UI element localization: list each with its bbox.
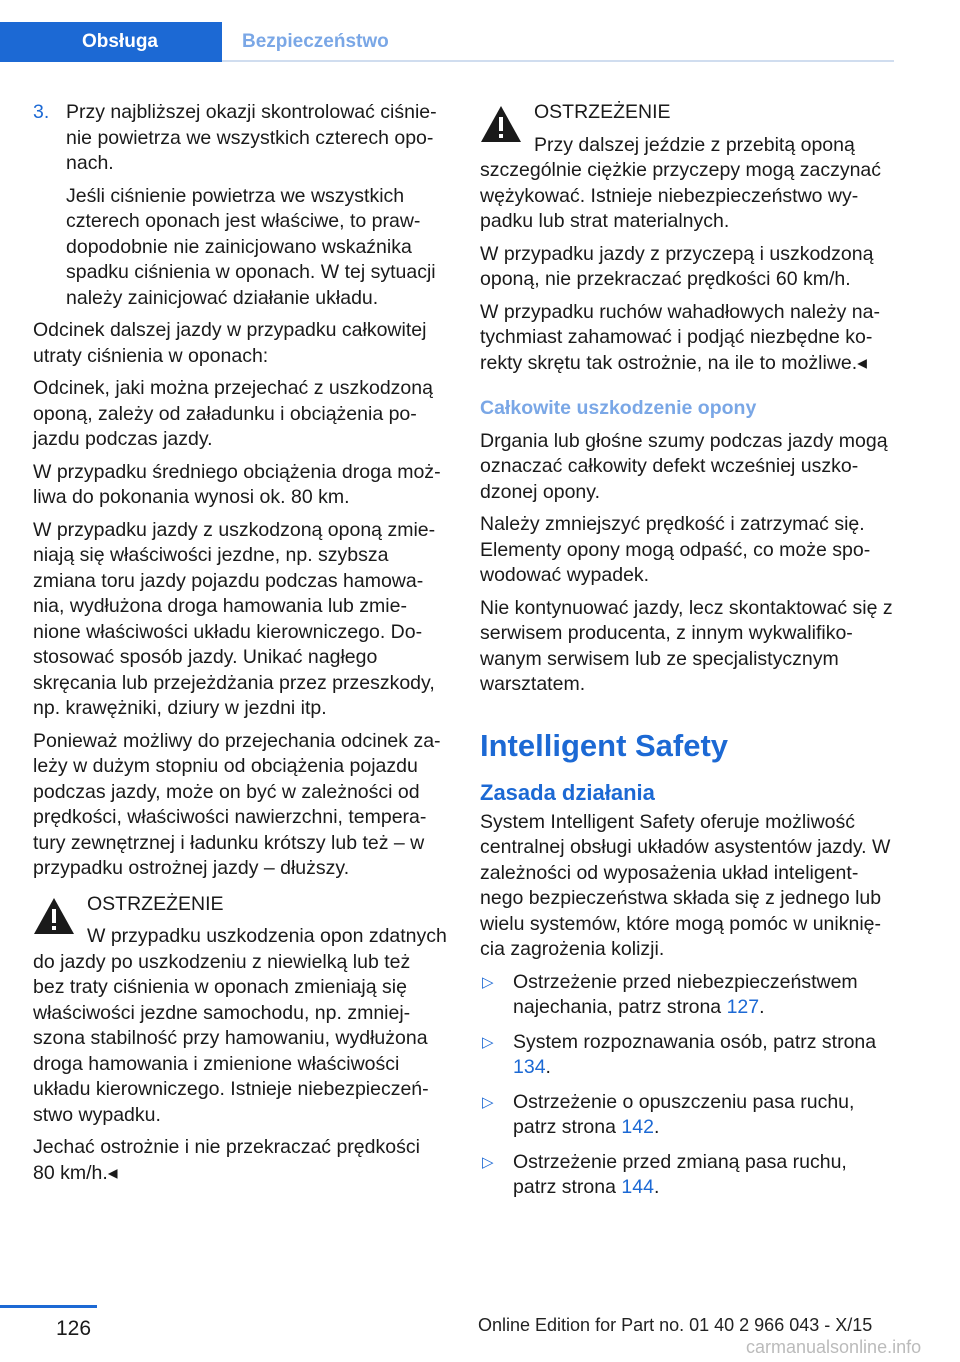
paragraph: W przypadku średniego obciążenia droga możliwa do pokonania wynosi ok. 80 km. — [33, 460, 441, 508]
list-item-text: Ostrzeżenie o opuszczeniu pasa ruchu, patrz strona — [513, 1090, 855, 1138]
list-item-period: . — [545, 1056, 551, 1078]
list-item-text: Ostrzeżenie przed zmianą pasa ruchu, patrz strona — [513, 1150, 847, 1198]
warning-triangle-icon — [480, 104, 522, 144]
paragraph: Odcinek, jaki można przejechać z uszkodzoną oponą, zależy od załadunku i obciążenia pojazdu podczas jazdy. — [33, 377, 433, 450]
triangle-bullet-icon: ▷ — [482, 1153, 494, 1171]
feature-list — [480, 970, 894, 1201]
list-item-period: . — [759, 996, 765, 1018]
subheading: Całkowite uszkodzenie opony — [480, 397, 757, 419]
list-item-period: . — [653, 1116, 660, 1138]
warning-triangle-icon — [33, 896, 75, 936]
triangle-bullet-icon: ▷ — [482, 973, 494, 991]
warning-title: OSTRZEŻENIE — [534, 101, 671, 123]
triangle-bullet-icon: ▷ — [482, 1093, 494, 1111]
edition-text: Online Edition for Part no. 01 40 2 966 043 - X/15 — [478, 1315, 873, 1335]
list-item — [480, 1030, 894, 1081]
step-number: 3. — [33, 101, 50, 123]
tab-bezpieczenstwo[interactable]: Bezpieczeństwo — [222, 22, 894, 62]
warning-paragraph: W przypadku ruchów wahadłowych należy natychmiast zahamować i podjąć niezbędne korekty skrętu tak ostrożnie, na ile to możliwe.◂ — [480, 300, 880, 374]
page-link[interactable]: 134 — [513, 1056, 546, 1078]
list-item — [480, 970, 894, 1021]
step-text-2: Jeśli ciśnienie powietrza we wszystkich czterech oponach jest właściwe, to prawdopodobnie nie zainicjowano wskaźnika spadku ciśnienia w oponach. W tej sytuacji należy zainicjować działanie układu. — [66, 184, 436, 309]
tab-obsluga[interactable]: Obsługa — [0, 22, 222, 62]
list-item-text: System rozpoznawania osób, patrz strona — [513, 1030, 877, 1053]
section-heading: Intelligent Safety — [480, 727, 729, 763]
list-item — [480, 1090, 894, 1141]
list-item — [480, 1150, 894, 1201]
warning-paragraph: W przypadku jazdy z przyczepą i uszkodzoną oponą, nie przekraczać prędkości 60 km/h. — [480, 242, 874, 290]
warning-block — [480, 100, 894, 376]
footer-divider — [0, 1305, 97, 1308]
warning-title: OSTRZEŻENIE — [87, 892, 224, 915]
list-item-period: . — [653, 1176, 660, 1198]
left-column — [33, 100, 447, 1193]
warning-end: Jechać ostrożnie i nie przekraczać prędkości 80 km/h.◂ — [33, 1136, 420, 1184]
list-item-text: Ostrzeżenie przed niebezpieczeństwem najechania, patrz strona — [513, 970, 858, 1018]
page-link[interactable]: 142 — [621, 1116, 654, 1138]
paragraph: Ponieważ możliwy do przejechania odcinek zależy w dużym stopniu od obciążenia pojazdu podczas jazdy, może on być w zależności od prędkości, właściwości nawierzchni, temperatury zewnętrznej i ładunku krótszy lub też – w przypadku ostrożnej jazdy – dłuższy. — [33, 729, 441, 879]
paragraph: System Intelligent Safety oferuje możliwość centralnej obsługi układów asystentów jazdy. W zależności od wyposażenia układ inteligentnego bezpieczeństwa składa się z jednego lub wielu systemów, które mogą pomóc w uniknięcia zagrożenia kolizji. — [480, 810, 891, 960]
paragraph: Należy zmniejszyć prędkość i zatrzymać się. Elementy opony mogą odpaść, co może spowodować wypadek. — [480, 513, 871, 586]
header-divider — [222, 60, 894, 62]
paragraph: Odcinek dalszej jazdy w przypadku całkowitej utraty ciśnienia w oponach: — [33, 319, 427, 367]
numbered-step — [33, 100, 447, 311]
warning-block — [33, 892, 447, 1187]
step-text: Przy najbliższej okazji skontrolować ciśnienie powietrza we wszystkich czterech oponach. — [66, 101, 437, 174]
right-column — [480, 100, 894, 1210]
warning-text: Przy dalszej jeździe z przebitą oponą szczególnie ciężkie przyczepy mogą zaczynać wężykować. Istnieje niebezpieczeństwo wypadku lub strat materialnych. — [480, 133, 882, 232]
watermark: carmanualsonline.info — [746, 1337, 922, 1357]
page-number: 126 — [56, 1317, 92, 1340]
warning-text: W przypadku uszkodzenia opon zdatnych do jazdy po uszkodzeniu z niewielką lub też bez traty ciśnienia w oponach zmieniają się właściwości jezdne samochodu, np. zmniejszona stabilność przy hamowaniu, wydłużona droga hamowania i zmienione właściwości układu kierowniczego. Istnieje niebezpieczeństwo wypadku. — [33, 925, 447, 1126]
page-header — [0, 22, 960, 62]
page-link[interactable]: 144 — [621, 1176, 654, 1198]
paragraph: Nie kontynuować jazdy, lecz skontaktować się z serwisem producenta, z innym wykwalifikowanym serwisem lub ze specjalistycznym warsztatem. — [480, 596, 893, 695]
page-link[interactable]: 127 — [726, 996, 760, 1018]
paragraph: Drgania lub głośne szumy podczas jazdy mogą oznaczać całkowity defekt wcześniej uszkodzonej opony. — [480, 429, 888, 503]
triangle-bullet-icon: ▷ — [482, 1033, 494, 1051]
subsection-heading: Zasada działania — [480, 779, 655, 805]
paragraph: W przypadku jazdy z uszkodzoną oponą zmieniają się właściwości jezdne, np. szybsza zmiana toru jazdy pojazdu podczas hamowania, wydłużona droga hamowania lub zmienione właściwości układu kierowniczego. Dostosować sposób jazdy. Unikać nagłego skręcania lub przejeżdżania przez przeszkody, np. krawężniki, dziury w jezdni itp. — [33, 518, 436, 719]
